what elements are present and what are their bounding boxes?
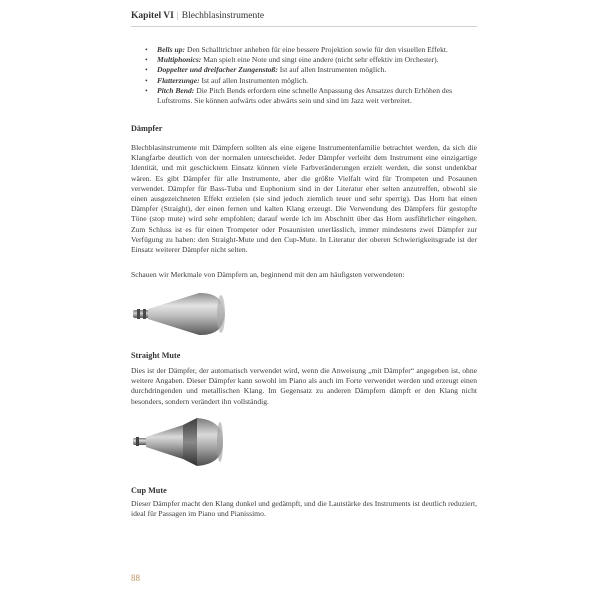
list-item — [145, 45, 477, 55]
list-item-text: Ist auf allen Instrumenten möglich. — [277, 65, 387, 75]
list-item — [145, 65, 477, 75]
cup-mute-text: Dieser Dämpfer macht den Klang dunkel und gedämpft, und die Lautstärke des Instruments ist deutlich reduziert, ideal für Passagen im Piano und Pianissimo. — [131, 499, 477, 519]
section-heading-daempfer: Dämpfer — [131, 124, 163, 133]
running-header — [131, 11, 264, 21]
straight-mute-text: Dies ist der Dämpfer, der automatisch verwendet wird, wenn die Anweisung „mit Dämpfer“ angegeben ist, ohne weitere Angaben. Dieser Dämpfer kann sowohl im Piano als auch im Forte verwendet werden und erzeugt einen durchdringenden und metallischen Klang. Im Gegensatz zu anderen Dämpfern dämpft er den Klang nicht besonders, sondern verändert ihn vollständig. — [131, 366, 477, 406]
section-label: Blechblasinstrumente — [181, 11, 265, 21]
list-item-term: Multiphonics: — [157, 55, 202, 65]
straight-mute-heading: Straight Mute — [131, 351, 181, 360]
daempfer-paragraph: Blechblasinstrumente mit Dämpfern sollten als eine eigene Instrumentenfamilie betrachtet werden, da sich die Klangfarbe deutlich von der normalen unterscheidet. Jeder Dämpfer verleiht dem Instrument eine einzigartige Identität, und mit geschicktem Einsatz können viele Farbveränderungen erzielt werden, die sonst undenkbar wären. Es gibt Dämpfer für alle Instrumente, aber die größte Vielfalt wird für Trompeten und Posaunen verwendet. Dämpfer für Bass-Tuba und Euphonium sind in der Literatur eher selten anzutreffen, obwohl sie einen ausgezeichneten Effekt erzielen (sie sind jedoch ziemlich teuer und sehr sperrig). Das Horn hat einen Dämpfer (Straight), der einen fernen und kalten Klang erzeugt. Die Verwendung des Dämpfers für gestopfte Töne (stop mute) wird sehr empfohlen; darauf werde ich im Abschnitt über das Horn ausführlicher eingehen. Zum Schluss ist es für einen Trompeter oder Posaunisten unerlässlich, immer mindestens zwei Dämpfer zur Verfügung zu haben: den Straight-Mute und den Cup-Mute. In Literatur der oberen Schwierigkeitsgrade ist der Einsatz weiterer Dämpfer nicht selten. — [131, 143, 477, 255]
header-rule — [131, 26, 477, 27]
daempfer-intro: Schauen wir Merkmale von Dämpfern an, beginnend mit den am häufigsten verwendeten: — [131, 270, 405, 279]
list-item — [145, 86, 477, 106]
chapter-label: Kapitel VI — [131, 11, 174, 21]
straight-mute-image — [131, 290, 231, 338]
technique-list — [145, 45, 477, 106]
list-item-term: Doppelter und dreifacher Zungenstoß: — [157, 65, 278, 75]
header-separator: | — [176, 11, 179, 21]
page-number: 88 — [131, 573, 140, 583]
list-item-text: Ist auf allen Instrumenten möglich. — [199, 75, 309, 85]
list-item-term: Pitch Bend: — [157, 85, 195, 95]
list-item-term: Bells up: — [157, 45, 186, 54]
list-item-term: Flatterzunge: — [157, 75, 200, 85]
list-item-text: Die Pitch Bends erfordern eine schnelle Anpassung des Ansatzes durch Erhöhen des Luftstroms. Sie können aufwärts oder abwärts sein und sind im Jazz weit verbreitet. — [157, 85, 453, 106]
list-item-text: Den Schalltrichter anheben für eine bessere Projektion sowie für den visuellen Effekt. — [185, 45, 448, 54]
list-item — [145, 55, 477, 65]
cup-mute-heading: Cup Mute — [131, 486, 167, 495]
list-item — [145, 76, 477, 86]
cup-mute-image — [131, 412, 231, 472]
list-item-text: Man spielt eine Note und singt eine andere (nicht sehr effektiv im Orchester). — [201, 55, 439, 65]
